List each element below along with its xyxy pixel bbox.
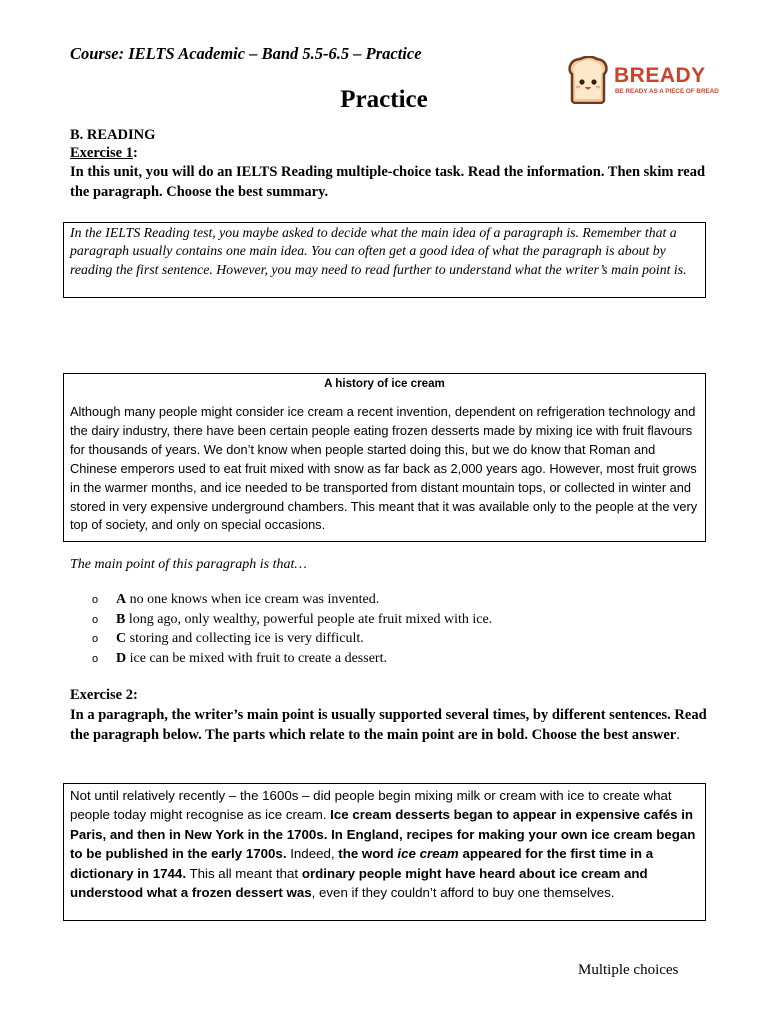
exercise2-instructions-bold: In a paragraph, the writer’s main point is usually supported several times, by different sentences. Read the paragraph below. The parts which relate to the main point are in bold. Choose the best answer — [70, 707, 707, 743]
exercise1-instructions: In this unit, you will do an IELTS Reading multiple-choice task. Read the information. Then skim read the paragraph. Choose the best summary. — [70, 164, 706, 200]
option-text: ice can be mixed with fruit to create a dessert. — [126, 650, 387, 666]
passage-sentence: This all meant that — [186, 865, 302, 881]
option-letter: C — [116, 631, 127, 646]
option-bullet: o — [92, 613, 99, 626]
section-heading: B. READING — [70, 127, 156, 143]
passage-text: Although many people might consider ice cream a recent invention, dependent on refrigeration technology and the dairy industry, there have been certain people eating frozen desserts made by mixing ice with fruit flavours for thousands of years. We don’t know when people started doing this, but we do know that Roman and Chinese emperors used to eat fruit mixed with snow as far back as 2,000 years ago. However, most fruit grows in the warmer months, and ice needed to be transported from distant mountain tops, or collected in winter and stored in very expensive underground chambers. This meant that it was available only to the people at the very top of society, and only on special occasions. — [70, 404, 698, 533]
option-text: no one knows when ice cream was invented. — [126, 592, 380, 607]
exercise2-instructions-end: . — [676, 726, 680, 743]
passage-bold-italic-term: ice cream — [397, 846, 459, 862]
option-text: long ago, only wealthy, powerful people ate fruit mixed with ice. — [125, 611, 493, 627]
exercise2-passage — [70, 786, 699, 902]
option-letter: A — [116, 592, 127, 607]
option-bullet: o — [92, 633, 99, 645]
page-footer: Multiple choices — [578, 962, 679, 978]
main-point-prompt: The main point of this paragraph is that… — [70, 557, 307, 572]
passage-bold-sentence: ordinary people might have heard about ice cream and understood what a frozen dessert was — [70, 865, 648, 901]
option-a[interactable] — [92, 590, 492, 610]
passage-sentence: , even if they couldn’t afford to buy one themselves. — [311, 885, 615, 901]
option-d[interactable] — [92, 649, 492, 669]
option-letter: D — [116, 650, 127, 666]
logo-tagline: BE READY AS A PIECE OF BREAD — [615, 88, 719, 95]
exercise1-label — [70, 145, 138, 162]
passage-bold-sentence: the word — [338, 846, 398, 862]
exercise2-instructions — [70, 706, 710, 745]
exercise2-passage-box — [63, 783, 706, 921]
passage-bold-sentence: appeared for the first time in a dictionary in 1744. — [70, 846, 654, 881]
passage-sentence: Not until relatively recently – the 1600s – did people begin mixing milk or cream with ice to create what people today might recognise as ice cream. — [70, 788, 672, 823]
passage-title: A history of ice cream — [324, 377, 445, 390]
exercise1-label-text: Exercise 1 — [70, 145, 133, 161]
option-c[interactable] — [92, 629, 492, 649]
passage-sentence: Indeed, — [286, 846, 339, 862]
option-letter: B — [116, 611, 126, 627]
exercise1-label-colon: : — [132, 145, 138, 161]
answer-options — [92, 590, 492, 668]
option-bullet: o — [92, 594, 99, 606]
info-box — [63, 222, 706, 298]
passage-bold-sentence: Ice cream desserts began to appear in expensive cafés in Paris, and then in New York in the 1700s. In England, recipes for making your own ice cream began to be published in the early 1700s. — [70, 807, 696, 862]
exercise2-label: Exercise 2: — [70, 687, 138, 703]
page-title: Practice — [340, 86, 428, 113]
option-text: storing and collecting ice is very difficult. — [126, 631, 364, 646]
info-box-text: In the IELTS Reading test, you maybe asked to decide what the main idea of a paragraph is. Remember that a paragraph usually contains one main idea. You can often get a good idea of what the paragraph is about by reading the first sentence. However, you may need to read further to understand what the writer’s main point is. — [70, 225, 687, 277]
passage-box — [63, 373, 706, 542]
option-bullet: o — [92, 652, 99, 665]
logo-wordmark: BREADY — [614, 64, 706, 87]
option-b[interactable] — [92, 610, 492, 630]
course-header: Course: IELTS Academic – Band 5.5-6.5 – Practice — [70, 44, 422, 63]
